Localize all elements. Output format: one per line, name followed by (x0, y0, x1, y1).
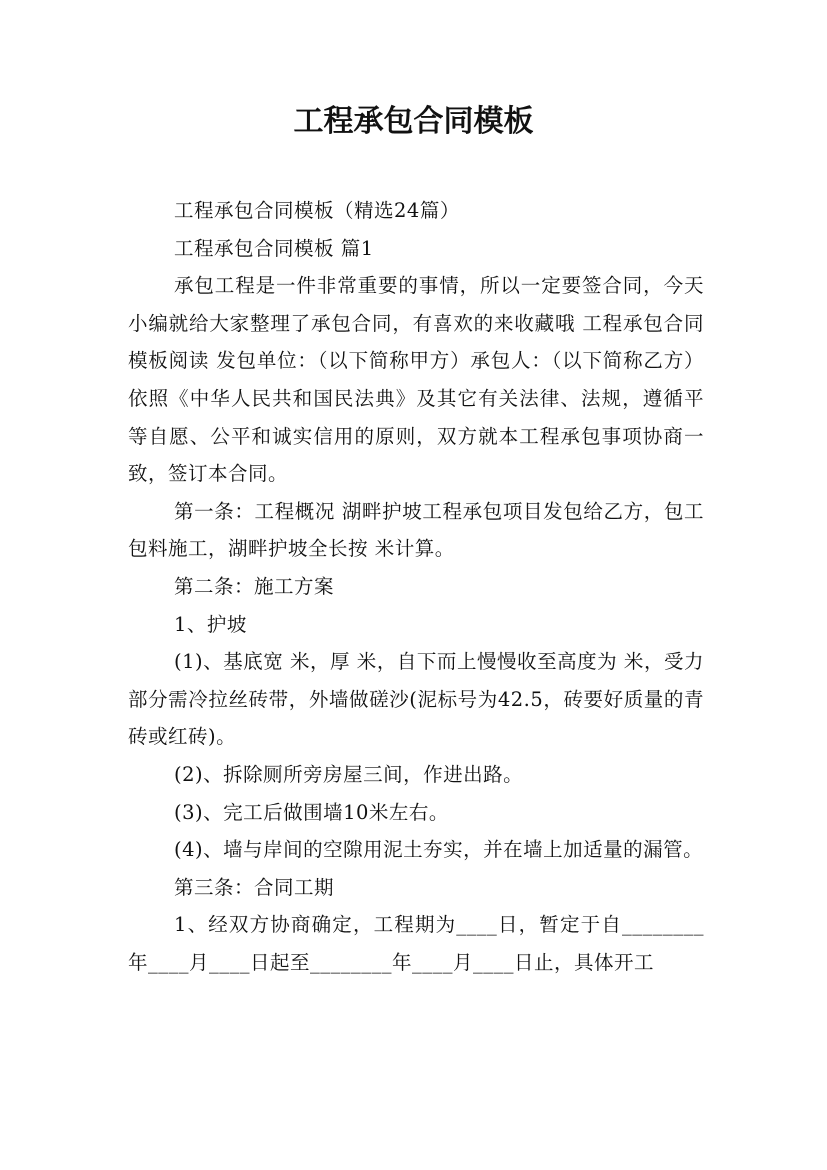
paragraph-subitem-3: (3)、完工后做围墙10米左右。 (174, 800, 449, 824)
paragraph-subtitle: 工程承包合同模板（精选24篇） (174, 199, 460, 222)
paragraph-article-1: 第一条：工程概况 湖畔护坡工程承包项目发包给乙方，包工包料施工，湖畔护坡全长按 米计算。 (128, 499, 704, 561)
paragraph-subitem-2: (2)、拆除厕所旁房屋三间，作进出路。 (174, 762, 524, 786)
paragraph-subitem-4: (4)、墙与岸间的空隙用泥土夯实，并在墙上加适量的漏管。 (174, 838, 704, 862)
paragraph-term-clause: 1、经双方协商确定，工程期为____日，暂定于自________年____月____日起至________年____月____日止，具体开工 (128, 913, 704, 974)
paragraph-article-3-heading: 第三条：合同工期 (174, 875, 335, 899)
paragraph-intro: 承包工程是一件非常重要的事情，所以一定要签合同，今天小编就给大家整理了承包合同，有喜欢的来收藏哦 工程承包合同模板阅读 发包单位：（以下简称甲方）承包人：（以下简称乙方）依照《中华人民共和国民法典》及其它有关法律、法规，遵循平等自愿、公平和诚实信用的原则，双方就本工程承包事项协商一致，签订本合同。 (128, 274, 704, 486)
paragraph-section-heading: 工程承包合同模板 篇1 (174, 236, 374, 260)
document-body (128, 192, 704, 981)
paragraph-article-2-heading: 第二条：施工方案 (174, 574, 335, 598)
document-title: 工程承包合同模板 (293, 104, 534, 139)
paragraph-item-revetment: 1、护坡 (174, 612, 247, 636)
paragraph-subitem-1: (1)、基底宽 米，厚 米，自下而上慢慢收至高度为 米，受力部分需冷拉丝砖带，外墙做磋沙(泥标号为42.5，砖要好质量的青砖或红砖)。 (128, 650, 704, 749)
